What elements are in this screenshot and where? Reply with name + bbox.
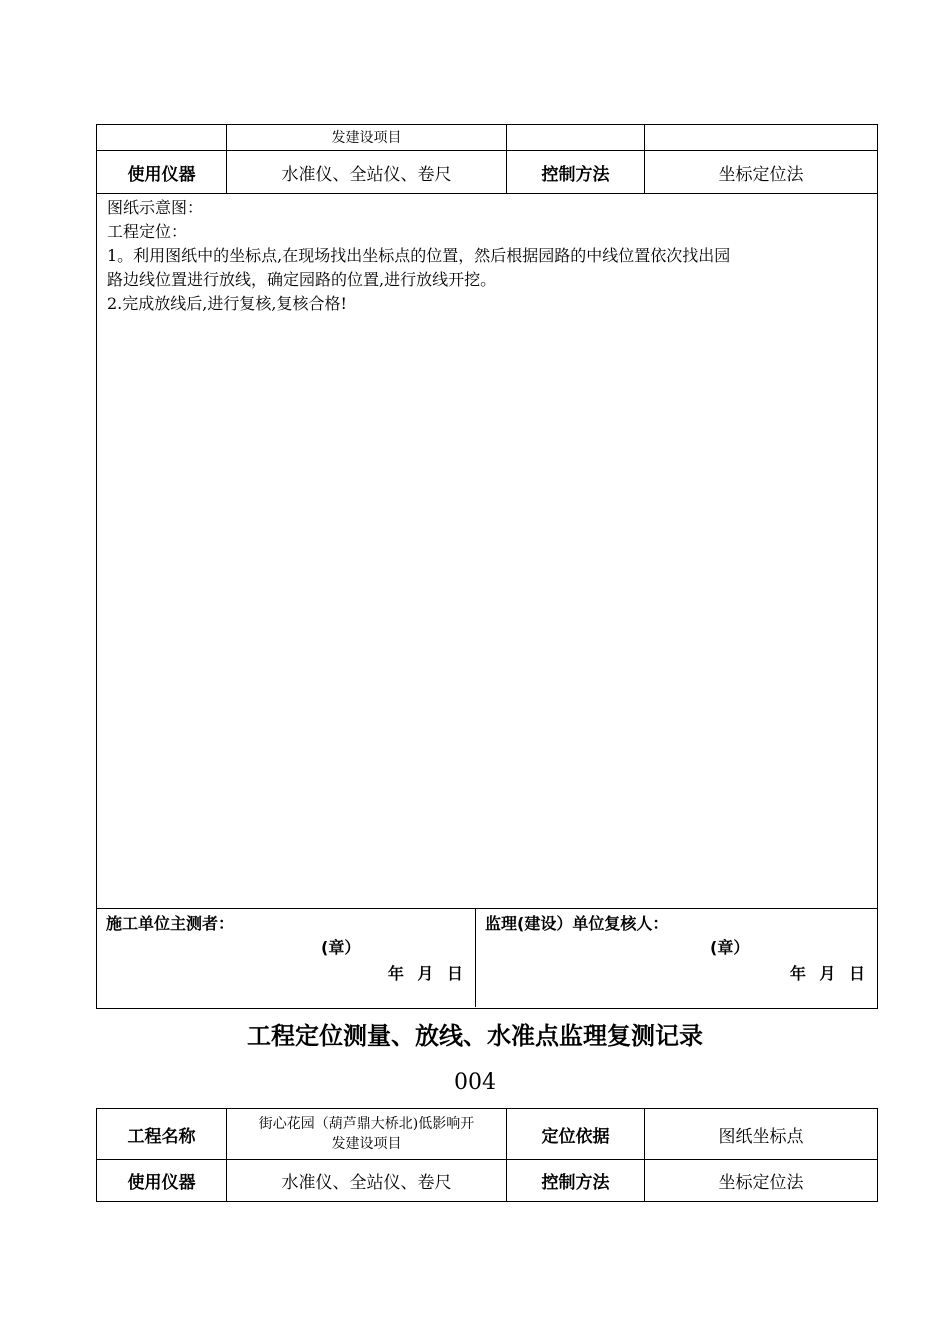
supervisor-signature-cell <box>476 909 877 1007</box>
control-method-label: 控制方法 <box>507 1160 645 1202</box>
instrument-value: 水准仪、全站仪、卷尺 <box>227 1160 507 1202</box>
survey-form-table-bottom <box>96 1108 878 1202</box>
contractor-signature-cell <box>97 909 476 1007</box>
instrument-value: 水准仪、全站仪、卷尺 <box>227 151 507 194</box>
drawing-description-cell <box>97 194 878 909</box>
control-method-label: 控制方法 <box>507 151 645 194</box>
supervisor-seal-label: (章） <box>710 938 750 957</box>
basis-label-cell-continued <box>507 125 645 151</box>
positioning-basis-label: 定位依据 <box>507 1109 645 1160</box>
record-title: 工程定位测量、放线、水准点监理复测记录 <box>247 1022 703 1050</box>
body-line: 图纸示意图： <box>107 198 204 217</box>
project-name-line: 街心花园（葫芦鼎大桥北)低影响开 <box>258 1116 475 1132</box>
survey-form-table-top <box>96 124 878 1009</box>
body-line: 1。利用图纸中的坐标点,在现场找出坐标点的位置，然后根据园路的中线位置依次找出园 <box>107 246 731 265</box>
basis-value-cell-continued <box>645 125 878 151</box>
contractor-signer-label: 施工单位主测者： <box>106 914 235 933</box>
signature-row <box>97 909 878 1009</box>
contractor-date-label: 年 月 日 <box>387 964 463 983</box>
body-line: 2.完成放线后,进行复核,复核合格! <box>107 294 347 313</box>
project-name-value <box>227 1109 507 1160</box>
supervisor-date-label: 年 月 日 <box>789 964 865 983</box>
body-line: 路边线位置进行放线，确定园路的位置,进行放线开挖。 <box>107 270 497 289</box>
project-name-line: 发建设项目 <box>331 1136 402 1152</box>
project-name-label: 工程名称 <box>97 1109 227 1160</box>
instrument-label: 使用仪器 <box>97 151 227 194</box>
project-label-cell-continued <box>97 125 227 151</box>
positioning-basis-value: 图纸坐标点 <box>645 1109 878 1160</box>
supervisor-signer-label: 监理(建设）单位复核人： <box>485 914 669 933</box>
instrument-label: 使用仪器 <box>97 1160 227 1202</box>
control-method-value: 坐标定位法 <box>645 1160 878 1202</box>
record-number: 004 <box>454 1070 496 1095</box>
control-method-value: 坐标定位法 <box>645 151 878 194</box>
body-line: 工程定位： <box>107 222 188 241</box>
project-value-continued: 发建设项目 <box>227 125 507 151</box>
contractor-seal-label: (章） <box>321 938 361 957</box>
